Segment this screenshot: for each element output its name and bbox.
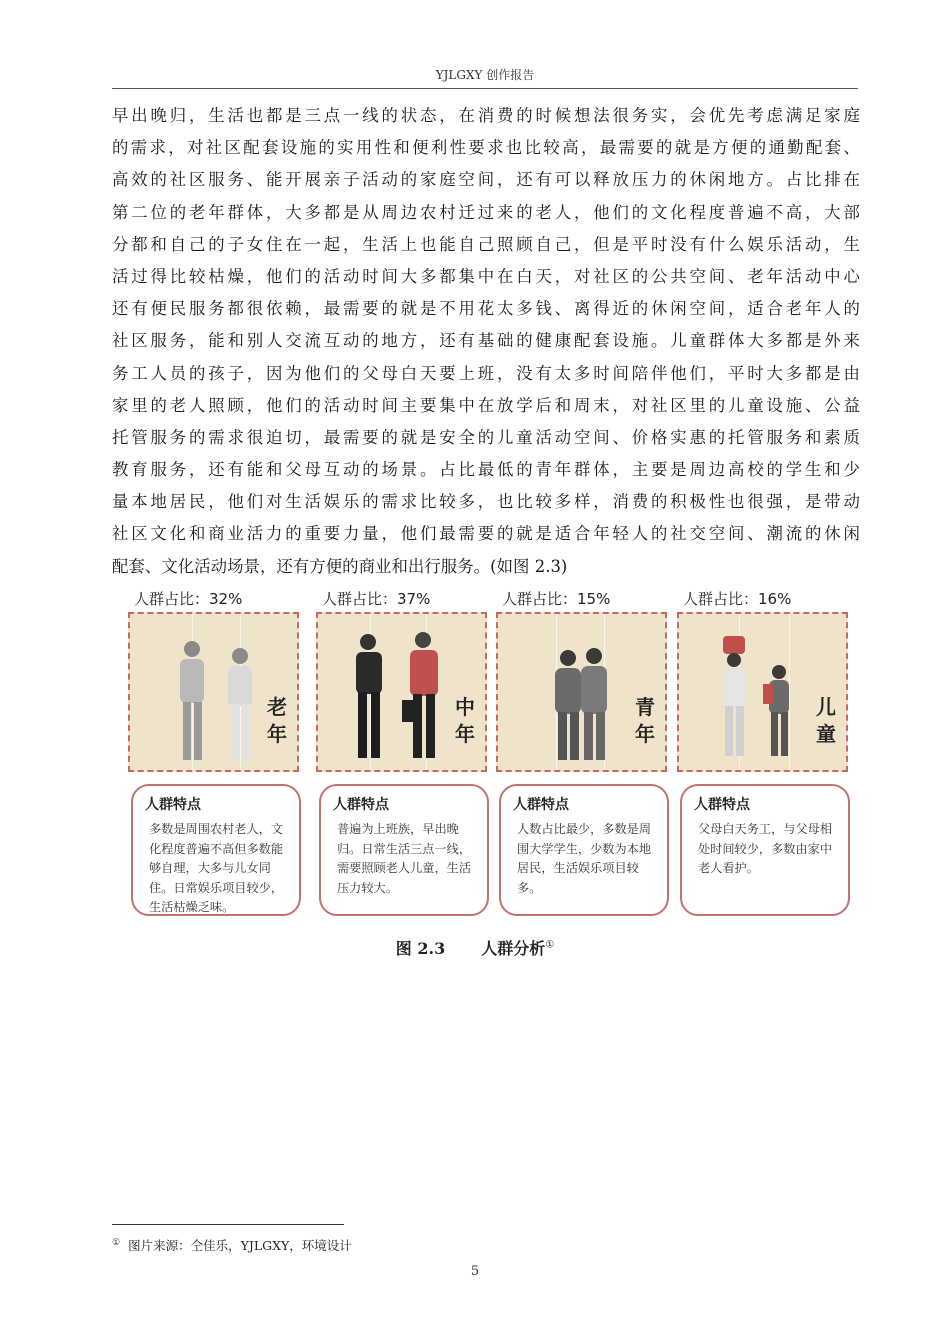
body-line: 活过得比较枯燥，他们的活动时间大多都集中在白天，对社区的公共空间、老年活动中心 bbox=[112, 266, 860, 286]
footnote bbox=[112, 1236, 352, 1254]
body-line: 分都和自己的子女住在一起，生活上也能自己照顾自己，但是平时没有什么娱乐活动，生 bbox=[112, 234, 860, 254]
footnote-rule bbox=[112, 1224, 344, 1225]
body-line: 还有便民服务都很依赖，最需要的就是不用花太多钱、离得近的休闲空间，适合老年人的 bbox=[112, 299, 860, 319]
body-paragraph bbox=[112, 100, 860, 583]
group-name bbox=[633, 694, 657, 748]
figure-caption bbox=[0, 936, 950, 959]
traits-card bbox=[499, 784, 669, 916]
share-label: 人群占比：32% bbox=[134, 590, 243, 608]
body-line: 社区文化和商业活力的重要力量，他们最需要的就是适合年轻人的社交空间、潮流的休闲 bbox=[112, 524, 860, 544]
group-name-top: 儿 bbox=[816, 695, 836, 719]
page-header: YJLGXY 创作报告 bbox=[435, 68, 535, 82]
group-name-bottom: 年 bbox=[267, 722, 287, 746]
traits-card bbox=[680, 784, 850, 916]
body-line: 社区服务，能和别人交流互动的地方，还有基础的健康配套设施。儿童群体大多都是外来 bbox=[112, 331, 860, 351]
body-line: 量本地居民，他们对生活娱乐的需求比较多，也比较多样，消费的积极性也很强，是带动 bbox=[112, 492, 860, 512]
traits-text: 普遍为上班族，早出晚归。日常生活三点一线，需要照顾老人儿童，生活压力较大。 bbox=[337, 822, 472, 895]
crowd-analysis-figure bbox=[128, 588, 852, 918]
group-name-bottom: 年 bbox=[635, 722, 655, 746]
footnote-text: 图片来源：仝佳乐，YJLGXY，环境设计 bbox=[128, 1238, 352, 1253]
caption-footnote-mark: ① bbox=[545, 939, 555, 951]
body-line: 的需求，对社区配套设施的实用性和便利性要求也比较高，最需要的就是方便的通勤配套、 bbox=[112, 138, 860, 158]
body-line: 务工人员的孩子，因为他们的父母白天要上班，没有太多时间陪伴他们，平时大多都是由 bbox=[112, 363, 860, 383]
traits-card bbox=[319, 784, 489, 916]
page-number: 5 bbox=[470, 1264, 480, 1279]
caption-title: 人群分析 bbox=[481, 939, 546, 958]
body-line: 第二位的老年群体，大多都是从周边农村迁过来的老人，他们的文化程度普遍不高，大部 bbox=[112, 202, 860, 222]
group-name-bottom: 童 bbox=[816, 722, 836, 746]
traits-title: 人群特点 bbox=[333, 797, 389, 813]
traits-text: 人数占比最少，多数是周围大学学生，少数为本地居民，生活娱乐项目较多。 bbox=[517, 822, 652, 895]
traits-title: 人群特点 bbox=[145, 797, 201, 813]
photo-youth bbox=[496, 612, 667, 772]
group-name bbox=[265, 694, 289, 748]
traits-title: 人群特点 bbox=[513, 797, 569, 813]
traits-card bbox=[131, 784, 301, 916]
body-line: 托管服务的需求很迫切，最需要的就是安全的儿童活动空间、价格实惠的托管服务和素质 bbox=[112, 427, 860, 447]
body-line: 配套、文化活动场景，还有方便的商业和出行服务。(如图 2.3) bbox=[112, 556, 568, 576]
traits-title: 人群特点 bbox=[694, 797, 750, 813]
share-label: 人群占比：37% bbox=[322, 590, 431, 608]
photo-middle-aged bbox=[316, 612, 487, 772]
caption-number: 图 2.3 bbox=[395, 939, 446, 958]
group-name bbox=[814, 694, 838, 748]
photo-children bbox=[677, 612, 848, 772]
share-label: 人群占比：16% bbox=[683, 590, 792, 608]
photo-elderly bbox=[128, 612, 299, 772]
body-line: 家里的老人照顾，他们的活动时间主要集中在放学后和周末，对社区里的儿童设施、公益 bbox=[112, 395, 860, 415]
group-name bbox=[453, 694, 477, 748]
share-label: 人群占比：15% bbox=[502, 590, 611, 608]
group-name-bottom: 年 bbox=[455, 722, 475, 746]
traits-text: 多数是周围农村老人，文化程度普遍不高但多数能够自理，大多与儿女同住。日常娱乐项目较少，生活枯燥乏味。 bbox=[149, 822, 284, 914]
footnote-mark: ① bbox=[112, 1237, 121, 1248]
body-line: 早出晚归，生活也都是三点一线的状态，在消费的时候想法很务实，会优先考虑满足家庭 bbox=[112, 106, 860, 125]
group-name-top: 老 bbox=[267, 695, 287, 719]
group-name-top: 中 bbox=[455, 695, 475, 719]
header-rule bbox=[112, 88, 858, 89]
body-line: 教育服务，还有能和父母互动的场景。占比最低的青年群体，主要是周边高校的学生和少 bbox=[112, 460, 860, 480]
traits-text: 父母白天务工，与父母相处时间较少，多数由家中老人看护。 bbox=[698, 822, 833, 875]
group-name-top: 青 bbox=[635, 695, 655, 719]
body-line: 高效的社区服务、能开展亲子活动的家庭空间，还有可以释放压力的休闲地方。占比排在 bbox=[112, 170, 860, 190]
